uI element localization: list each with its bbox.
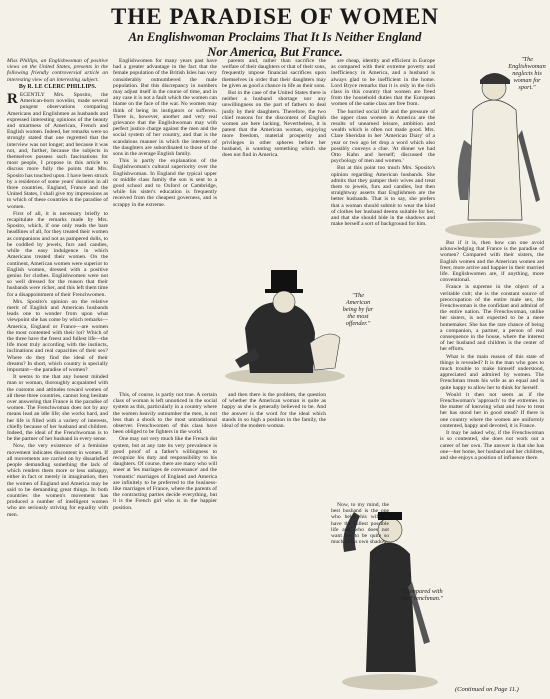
- paragraph: But if it is, then how can one avoid acknowledging that France is the paradise of women? Compared with their sisters, the English women and the American women are freer, more active and happier in their married life. Englishwomen are, if anything, more conventional.: [440, 240, 544, 284]
- paragraph: Now, the very existence of a feminine movement indicates discontent in women. If all movements are carried on by dissatisfied people demanding something the lack of which renders them more or less unhappy, either in fact or merely in imagination, then the women of England and America may be said to be demanding great things. In both countries the women's movement has produced a number of intelligent women who are seriously striving for equality with men.: [7, 443, 108, 518]
- article-intro: Miss Phillips, an Englishwoman of positive views on the United States, presents in the following friendly controversial article an interesting view of an interesting subject.: [7, 58, 108, 83]
- article-column-3-top: [222, 58, 326, 258]
- paragraph: and then there is the problem, the question of whether the American woman is quite as happy as she is generally believed to be. And the answer is the word for the ideal which stands in so high a position in the family, the ideal of the modern woman.: [222, 392, 326, 430]
- article-column-3-bottom: [222, 392, 326, 686]
- caption-american: "The American being by far the most offender.": [342, 292, 374, 327]
- paragraph: Mrs. Sposito's opinion on the relative merit of English and American husbands leads one to wonder from upon what viewpoint she has come by which remarks—America, England or France—are women the most contented with their lot? Which of the three have the freest and fullest life—the life most truly according with the instincts, inclinations and real capacities of their sex? Where do they find the ideal of their dreams? In short, which country is specially important—the paradise of women?: [7, 298, 108, 373]
- article-column-2-top: [113, 58, 217, 300]
- paragraph: One may not very much like the French dot system, but at any rate its very prevalence is good proof of a father's willingness to recognize his duty and responsibility to his daughters. Of course, there are many who will sneer at 'les mariages de convenance' and the 'romantic' marriages of England and America are infinitely to be preferred to the business-like marriages of France, where the parents of the contracting parties decide everything, but it is the French girl who is in the happier position.: [113, 436, 217, 511]
- paragraph: What is the main reason of this state of things is revealed? It is the man who goes to much trouble to make himself understood, appreciated and admired by women. The Frenchman treats his wife as an equal and is quite happy to allow her to think for herself.: [440, 353, 544, 391]
- paragraph: This, of course, is partly not true. A certain class of woman is left unnoticed in the social system as this, particularly in a country where the women heavily outnumber the men, is not less than a shock to the most untraditional observer. Frenchwomen of this class have been obliged to be fighters in the world.: [113, 392, 217, 436]
- lead-paragraph: RECENTLY Mrs. Sposito, the American-born novelist, made several pungent observations comparing Americans and Englishmen as husbands and expressed interesting opinions of the beauty and smartness of American, French and English women. Indeed, her remarks were so strongly stated that one regretted that the interview was not longer; and because it was not, and, further, because the subjects in themselves possess such fascinations for most people, I propose in this article to discuss more fully the points that Mrs. Sposito has touched upon. I have been struck by a residence of some years' duration in all three countries, England, France and the United States, I shall give my impressions as to which of these countries is the paradise of women.: [7, 91, 108, 210]
- paragraph: But at this point too much Mrs. Sposito's opinion regarding American husbands. She admits that they pamper their wives and treat them to jewels, furs and candies, but then straightway asserts that Englishmen are the better husbands. That is to say, she prefers that a woman should submit to wear the kind of clothes her husband deems suitable for her, and that she should hide in the shadows and make herself a sort of background for him.: [331, 165, 435, 228]
- article-column-4-bottom: [331, 502, 389, 582]
- article-column-2-bottom: [113, 392, 217, 686]
- paragraph: Now, to my mind, the best husband is the one who helps his wife to have the fullest possible life and who does not want her to be quite so much of his own shadow.: [331, 502, 389, 546]
- paragraph: Would it then not seem as if the Frenchwoman's 'approach' to the extremes in the matter of knowing what and how to treat her has stood her in good stead? If there is one country where the women are uniformly contented, happy and devoted, it is France.: [440, 391, 544, 429]
- paragraph: This is partly the explanation of the Englishwoman's cultural superiority over the Englishwoman. In England the typical upper or middle class family the son is sent to a good school and to Oxford or Cambridge, while his sister's education is frequently received from the cheapest governess, and is scrappy in the extreme.: [113, 158, 217, 208]
- continued-note: (Continued on Page 11.): [455, 686, 519, 693]
- page-title: THE PARADISE OF WOMEN: [111, 4, 439, 29]
- byline: By R. LE CLERC PHILLIPS.: [18, 83, 97, 90]
- article-column-5: [440, 240, 544, 682]
- paragraph: France is supreme in the object of a veritable cult; she is the constant source of preoccupation of the entire male sex, the Frenchwoman is the confidant and admiral of the entire nation. The Frenchwoman, unlike her sisters, is not expected to be a mere homemaker. She has the rare chance of being a companion, a partner, a person of real consequence in the house, where the interest of her husband and children is the center of her efforts.: [440, 284, 544, 353]
- article-column-4-top: [331, 58, 435, 498]
- paragraph: But in the case of the United States there is neither a husband shortage nor any unwillingness on the part of fathers to deal justly by their daughters. Therefore, the two chief reasons for the discontent of English women are here lacking. Nevertheless, it is patent that the American woman, enjoying more freedom, material prosperity and privileges in other spheres before her husband, is wanting something which she does not find in America.: [222, 90, 326, 159]
- subtitle-line-2: Nor America, But France.: [207, 45, 343, 59]
- caption-englishman: "The Englishwoman neglects his woman for sport.": [508, 56, 546, 91]
- paragraph: First of all, it is necessary briefly to recapitulate the remarks made by Mrs. Sposito, which, if one only reads the bare headlines of all, for they treated their women as companions and not as pampered dolls, to be coddled by jewels, furs and candies, while the easy indulgence in which Americans treated their women. On the continent, American women were superior to English women, dressed with a positive genius for clothes. Englishwomen were not so well dressed for the reason that their husbands were richer, and this left them time for a disappointment of their Frenchwomen.: [7, 210, 108, 298]
- paragraph: The hurried social life and the pressure of the upper class women in America are the results of unearned leisure, ambition and wealth which is often not made good. Mrs. Clare Sheridan in her 'American Diary' of a year or two ago let drop a word which also possibly conveys a clue. 'At dinner we had Otto Kahn and herself; discussed the psychology of men and women.': [331, 108, 435, 165]
- paragraph: parents and, rather than sacrifice the welfare of their daughters or that of their sons, frequently impose financial sacrifices upon themselves in order that their daughters may be given as good a chance in life as their sons.: [222, 58, 326, 89]
- paragraph: It seems to me that any honest minded man or woman, thoroughly acquainted with the customs and attitudes toward women of all these three countries, cannot long hesitate over answering that France is the paradise of women. The Frenchwoman does not by any means lead an idle life; she works hard, and her life is filled with a variety of interests, chiefly because of her husband and children. Indeed, the ideal of the Frenchwoman is to be the partner of her husband in every sense.: [7, 374, 108, 443]
- article-column-1: [7, 58, 108, 686]
- paragraph: are cheap, identity and efficient in Europe as compared with their extreme poverty and inefficiency in America, and a husband is always glad to be inefficient in the home. Lord Bryce remarks that it is only in the rich class in this country that women are freed from the household duties that the European women of the same class are free from.: [331, 58, 435, 108]
- paragraph: Englishwomen for many years past have had a greater advantage in the fact that the female population of the British Isles has very considerably outnumbered the male population. But this discrepancy in numbers may adjust itself in the course of time, and in any case it is not a fault which the women can blame on the face of the war. No women may think of being its instigators or sufferers. There is, however, another and very real grievance that the Englishwoman may with perfect justice charge against the men and the social system of her country, and that is the scandalous manner in which the interests of the daughters are subordinated to those of the sons in the average English family.: [113, 58, 217, 158]
- subtitle-line-1: An Englishwoman Proclaims That It Is Neither England: [128, 30, 422, 44]
- drop-cap: R: [7, 91, 18, 108]
- caption-frenchman: "Compared with the Frenchman.": [400, 588, 444, 602]
- paragraph: It may be asked why, if the Frenchwoman is so contented, she does not work out a career of her own. The answer is that she has one—her home, her husband and her children, and she enjoys a position of influence there.: [440, 430, 544, 461]
